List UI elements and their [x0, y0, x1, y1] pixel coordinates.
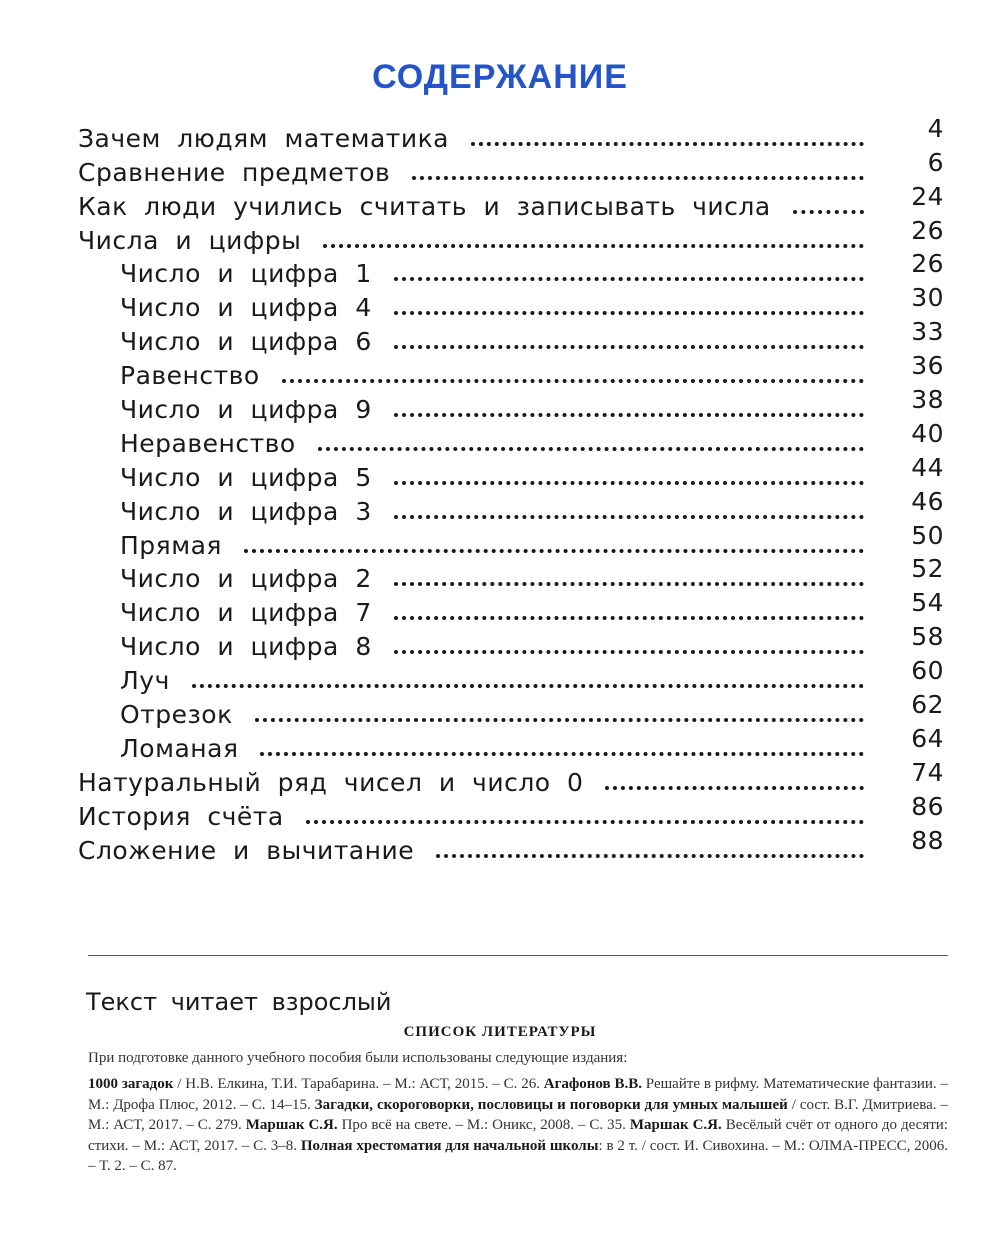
toc-row	[78, 554, 944, 594]
toc-leader-dots	[605, 786, 864, 790]
toc-page-number: 60	[911, 656, 944, 686]
toc-label: Отрезок	[120, 700, 233, 730]
toc-page-number: 54	[911, 588, 944, 618]
adult-note: Текст читает взрослый	[86, 988, 392, 1016]
toc-page-number: 88	[911, 825, 944, 855]
toc-row	[78, 249, 944, 289]
toc-row	[78, 351, 944, 391]
toc-leader-dots	[394, 515, 864, 519]
toc-page-number: 64	[911, 723, 944, 753]
toc-label: Неравенство	[120, 428, 296, 458]
toc-leader-dots	[394, 481, 864, 485]
toc-row	[78, 757, 944, 797]
toc-row	[78, 385, 944, 425]
toc-row	[78, 588, 944, 628]
toc-leader-dots	[394, 582, 864, 586]
toc-label: Натуральный ряд чисел и число 0	[78, 767, 584, 797]
bibliography-entry-details: Про всё на свете. – М.: Оникс, 2008. – С. 35.	[337, 1117, 630, 1133]
toc-page-number: 24	[911, 181, 944, 211]
toc-leader-dots	[282, 379, 864, 383]
bibliography-entry-author: Загадки, скороговорки, пословицы и поговорки для умных малышей	[314, 1096, 788, 1113]
toc-label: Прямая	[120, 530, 222, 560]
toc-row	[78, 452, 944, 492]
toc-label: Сравнение предметов	[78, 157, 391, 187]
toc-page-number: 36	[911, 351, 944, 381]
toc-leader-dots	[793, 210, 864, 214]
toc-row	[78, 791, 944, 831]
toc-leader-dots	[260, 752, 864, 756]
toc-page-number: 86	[911, 791, 944, 821]
toc-page-number: 33	[911, 317, 944, 347]
toc-label: Ломаная	[120, 733, 239, 763]
toc-row	[78, 113, 944, 153]
toc-row	[78, 656, 944, 696]
toc-label: Зачем людям математика	[78, 123, 449, 153]
toc-page-number: 52	[911, 554, 944, 584]
toc-page-number: 26	[911, 249, 944, 279]
toc-label: Как люди учились считать и записывать числа	[78, 191, 771, 221]
toc-label: Число и цифра 3	[120, 496, 372, 526]
bibliography-title: СПИСОК ЛИТЕРАТУРЫ	[403, 1024, 597, 1040]
toc-row	[78, 215, 944, 255]
toc-row	[78, 825, 944, 865]
toc-leader-dots	[412, 176, 864, 180]
toc-leader-dots	[318, 447, 864, 451]
toc-row	[78, 418, 944, 458]
bibliography-entry-author: Маршак С.Я.	[629, 1117, 722, 1133]
bibliography-entry-author: 1000 загадок	[88, 1076, 174, 1092]
toc-leader-dots	[255, 718, 864, 722]
bibliography-entry-details: / Н.В. Елкина, Т.И. Тарабарина. – М.: АСТ, 2015. – С. 26.	[173, 1076, 544, 1092]
toc-row	[78, 723, 944, 763]
toc-row	[78, 520, 944, 560]
toc-page-number: 4	[927, 113, 944, 143]
toc-page-number: 46	[911, 486, 944, 516]
toc-row	[78, 317, 944, 357]
toc-page-number: 26	[911, 215, 944, 245]
divider	[88, 955, 948, 956]
bibliography-entry-author: Полная хрестоматия для начальной школы	[300, 1137, 599, 1154]
toc-label: Числа и цифры	[78, 225, 302, 255]
toc-leader-dots	[192, 684, 864, 688]
toc-label: Число и цифра 9	[120, 395, 372, 425]
toc-page-number: 6	[927, 147, 944, 177]
toc-leader-dots	[394, 277, 864, 281]
toc-leader-dots	[306, 820, 864, 824]
toc-page-number: 58	[911, 622, 944, 652]
toc-label: Число и цифра 4	[120, 293, 372, 323]
bibliography-entry-details: : в 2 т. / сост. И. Сивохина. – М.: ОЛМА-ПРЕСС, 2006. – Т. 2. – С. 87.	[88, 1137, 949, 1174]
toc-label: Число и цифра 6	[120, 327, 372, 357]
toc-label: История счёта	[78, 801, 284, 831]
bibliography-list	[88, 1074, 948, 1177]
toc-row	[78, 690, 944, 730]
toc-label: Число и цифра 5	[120, 462, 372, 492]
toc-leader-dots	[471, 142, 864, 146]
toc-label: Равенство	[120, 361, 260, 391]
toc-leader-dots	[323, 244, 864, 248]
toc-page-number: 74	[911, 757, 944, 787]
toc-row	[78, 283, 944, 323]
toc-label: Сложение и вычитание	[78, 835, 415, 865]
toc-row	[78, 147, 944, 187]
toc-leader-dots	[394, 616, 864, 620]
toc-leader-dots	[436, 854, 864, 858]
toc-row	[78, 486, 944, 526]
toc-page-number: 40	[911, 418, 944, 448]
toc-page-number: 62	[911, 690, 944, 720]
toc-label: Число и цифра 2	[120, 564, 372, 594]
toc-label: Луч	[120, 666, 170, 696]
bibliography-entry-details: Весёлый счёт от одного до десяти: стихи. – М.: АСТ, 2017. – С. 3–8.	[88, 1117, 948, 1154]
bibliography-intro: При подготовке данного учебного пособия были использованы следующие издания:	[88, 1050, 628, 1066]
bibliography-entry-details: / сост. В.Г. Дмитриева. – М.: АСТ, 2017. – С. 279.	[88, 1096, 948, 1133]
toc-page-number: 30	[911, 283, 944, 313]
toc-label: Число и цифра 8	[120, 632, 372, 662]
bibliography-entry-author: Агафонов В.В.	[543, 1076, 642, 1092]
toc-leader-dots	[394, 345, 864, 349]
toc-leader-dots	[244, 549, 864, 553]
bibliography-entry-author: Маршак С.Я.	[245, 1117, 338, 1133]
toc-leader-dots	[394, 311, 864, 315]
page-title: СОДЕРЖАНИЕ	[372, 58, 628, 96]
bibliography-entry-details: Решайте в рифму. Математические фантазии. – М.: Дрофа Плюс, 2012. – С. 14–15.	[88, 1076, 948, 1113]
toc-row	[78, 181, 944, 221]
toc-label: Число и цифра 1	[120, 259, 372, 289]
toc-page-number: 38	[911, 385, 944, 415]
toc-row	[78, 622, 944, 662]
table-of-contents	[78, 113, 944, 865]
toc-leader-dots	[394, 413, 864, 417]
toc-page-number: 44	[911, 452, 944, 482]
toc-leader-dots	[394, 650, 864, 654]
toc-label: Число и цифра 7	[120, 598, 372, 628]
toc-page-number: 50	[911, 520, 944, 550]
